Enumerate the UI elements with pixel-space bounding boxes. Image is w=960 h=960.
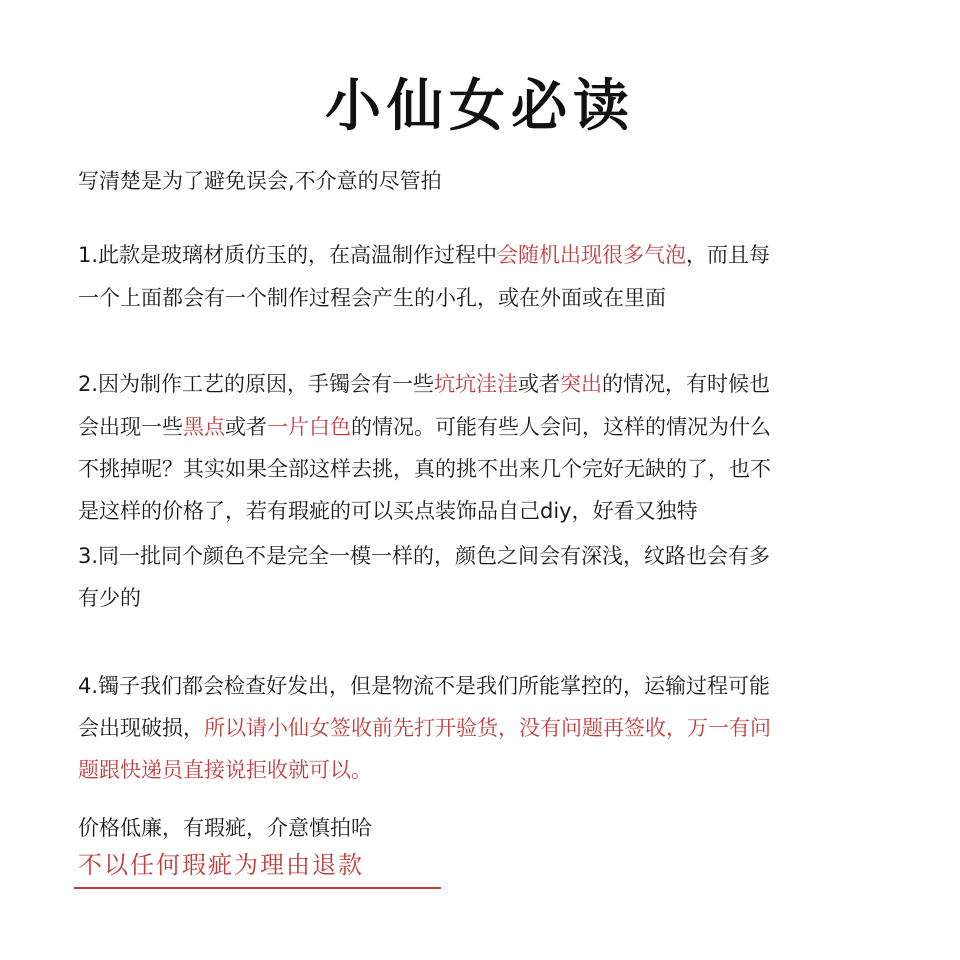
text-segment: 写清楚是为了避免误会,不介意的尽管拍 [78,169,442,193]
highlighted-text: 所以请小仙女签收前先打开验货，没有问题再签收，万一有问 [204,716,771,740]
text-segment: 的情况。可能有些人会问，这样的情况为什么 [351,415,771,439]
page-title: 小仙女必读 [325,73,635,139]
text-segment: 3.同一批同个颜色不是完全一模一样的，颜色之间会有深浅，纹路也会有多 [78,544,771,568]
text-line [78,241,770,269]
text-segment: 一个上面都会有一个制作过程会产生的小孔，或在外面或在里面 [78,286,666,310]
text-segment: 1.此款是玻璃材质仿玉的，在高温制作过程中 [78,243,498,267]
text-line [78,756,372,784]
text-segment: 2.因为制作工艺的原因，手镯会有一些 [78,372,435,396]
underline-divider [74,887,441,889]
text-segment: 有少的 [78,586,141,610]
text-line [78,814,372,842]
text-segment: ，而且每 [686,243,771,267]
text-line [78,542,770,570]
text-line [78,584,141,612]
text-line [78,497,698,525]
text-segment: 的情况，有时候也 [602,372,771,396]
highlighted-text: 会随机出现很多气泡 [497,243,687,267]
text-segment: 会出现破损， [78,716,204,740]
text-segment: 不挑掉呢？其实如果全部这样去挑，真的挑不出来几个完好无缺的了，也不 [78,457,771,481]
text-line [78,851,364,879]
text-line [78,455,771,483]
highlighted-text: 不以任何瑕疵为理由退款 [78,851,364,879]
text-segment: 或者 [518,372,561,396]
text-segment: 4.镯子我们都会检查好发出，但是物流不是我们所能掌控的，运输过程可能 [78,674,771,698]
text-line [78,167,442,195]
highlighted-text: 黑点 [183,415,225,439]
highlighted-text: 坑坑洼洼 [434,372,519,396]
text-line [78,284,666,312]
highlighted-text: 题跟快递员直接说拒收就可以。 [78,758,372,782]
text-segment: 会出现一些 [78,415,183,439]
highlighted-text: 一片白色 [267,415,351,439]
text-segment: 或者 [225,415,267,439]
text-line [78,413,771,441]
text-line [78,672,770,700]
text-segment: 价格低廉，有瑕疵，介意慎拍哈 [78,816,372,840]
text-segment: 是这样的价格了，若有瑕疵的可以买点装饰品自己diy，好看又独特 [78,499,698,523]
text-line [78,714,771,742]
highlighted-text: 突出 [560,372,603,396]
text-line [78,370,770,398]
